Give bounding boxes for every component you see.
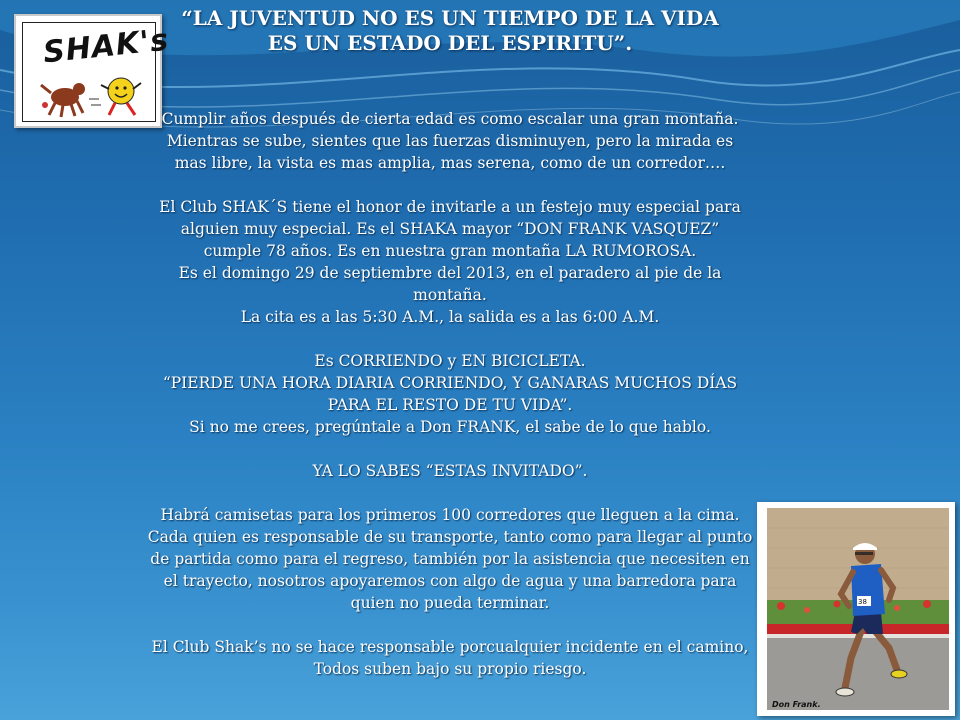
- runner-photo: [767, 508, 949, 710]
- photo-caption: Don Frank.: [772, 700, 821, 709]
- title-line-1: “LA JUVENTUD NO ES UN TIEMPO DE LA VIDA: [181, 6, 719, 30]
- paragraph-disclaimer: [140, 636, 760, 680]
- text-line: quien no pueda terminar.: [350, 594, 550, 612]
- text-line: Es el domingo 29 de septiembre del 2013, en el paradero al pie de la: [178, 264, 722, 282]
- paragraph-invitation: [140, 196, 760, 328]
- paragraph-motto: [140, 350, 760, 438]
- text-line: La cita es a las 5:30 A.M., la salida es a las 6:00 A.M.: [240, 308, 660, 326]
- text-line: Cumplir años después de cierta edad es como escalar una gran montaña.: [161, 110, 739, 128]
- title-line-2: ES UN ESTADO DEL ESPIRITU”.: [267, 31, 633, 55]
- runner-illustration: [767, 508, 949, 710]
- page-title: [170, 6, 730, 56]
- text-line: Cada quien es responsable de su transporte, tanto como para llegar al punto: [147, 528, 753, 546]
- invitation-body: [140, 108, 760, 680]
- paragraph-intro: [140, 108, 760, 174]
- text-line: Si no me crees, pregúntale a Don FRANK, el sabe de lo que hablo.: [189, 418, 711, 436]
- text-line: “PIERDE UNA HORA DIARIA CORRIENDO, Y GANARAS MUCHOS DÍAS: [162, 374, 738, 392]
- text-line: Es CORRIENDO y EN BICICLETA.: [314, 352, 586, 370]
- text-line: mas libre, la vista es mas amplia, mas serena, como de un corredor….: [174, 154, 726, 172]
- text-line: PARA EL RESTO DE TU VIDA”.: [327, 396, 573, 414]
- text-line: el trayecto, nosotros apoyaremos con algo de agua y una barredora para: [163, 572, 737, 590]
- runner-bib-number: 38: [858, 598, 867, 606]
- logo-runners-graphic: [37, 71, 147, 119]
- runner-photo-frame: [757, 502, 955, 716]
- logo-frame: [22, 22, 171, 122]
- text-line: de partida como para el regreso, también por la asistencia que necesiten en: [150, 550, 750, 568]
- text-line: cumple 78 años. Es en nuestra gran montaña LA RUMOROSA.: [203, 242, 697, 260]
- logo-text: SHAK's: [41, 22, 171, 71]
- text-line: YA LO SABES “ESTAS INVITADO”.: [312, 462, 588, 480]
- text-line: Habrá camisetas para los primeros 100 corredores que lleguen a la cima.: [160, 506, 740, 524]
- text-line: El Club SHAK´S tiene el honor de invitarle a un festejo muy especial para: [159, 198, 741, 216]
- text-line: montaña.: [413, 286, 487, 304]
- text-line: El Club Shak’s no se hace responsable porcualquier incidente en el camino,: [151, 638, 749, 656]
- paragraph-logistics: [140, 504, 760, 614]
- text-line: Todos suben bajo su propio riesgo.: [313, 660, 587, 678]
- text-line: alguien muy especial. Es el SHAKA mayor “DON FRANK VASQUEZ”: [180, 220, 720, 238]
- paragraph-invited: [140, 460, 760, 482]
- text-line: Mientras se sube, sientes que las fuerzas disminuyen, pero la mirada es: [166, 132, 734, 150]
